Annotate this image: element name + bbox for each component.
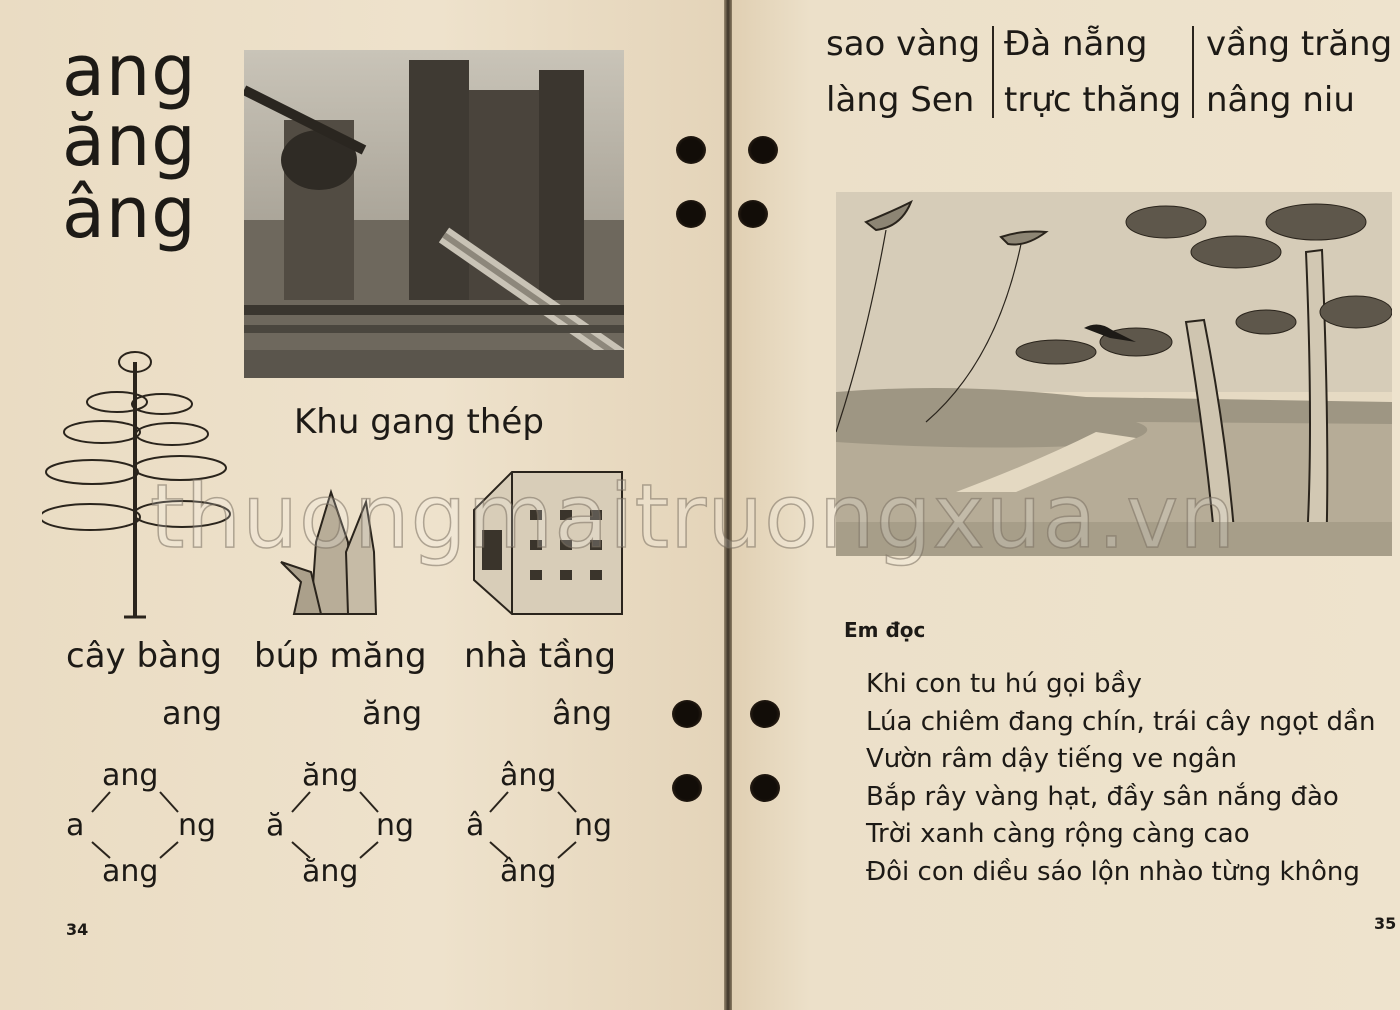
watermark: thuongmaitruongxua.vn	[150, 465, 1237, 568]
word-bup-mang: búp măng	[254, 636, 427, 676]
binding-hole-icon	[676, 136, 706, 164]
column-divider	[1192, 26, 1194, 118]
diagram-top: ăng	[302, 758, 359, 793]
rime-heading-ang-breve: ăng	[62, 100, 197, 182]
word-rime-ang-circumflex: âng	[552, 694, 613, 732]
page-number-left: 34	[66, 920, 89, 939]
photo-caption: Khu gang thép	[294, 402, 544, 442]
diagram-bottom: ăng	[302, 854, 359, 889]
poem-line: Khi con tu hú gọi bầy	[866, 669, 1142, 699]
vocab-truc-thang: trực thăng	[1004, 80, 1182, 120]
poem-block	[866, 666, 1394, 891]
diagram-final: ng	[376, 808, 415, 843]
poem-line: Đôi con diều sáo lộn nhào từng không	[866, 856, 1360, 887]
word-rime-ang: ang	[162, 694, 223, 732]
diagram-top: ang	[102, 758, 159, 793]
vocab-sao-vang: sao vàng	[826, 24, 981, 64]
vocab-da-nang: Đà nẵng	[1004, 24, 1148, 64]
vocab-vang-trang: vầng trăng	[1206, 24, 1393, 64]
binding-hole-icon	[672, 774, 702, 802]
reading-title: Em đọc	[844, 618, 926, 642]
spelling-diagram-ang-breve	[264, 758, 434, 898]
poem-line: Vườn râm dậy tiếng ve ngân	[866, 744, 1237, 774]
steel-factory-photo	[244, 50, 624, 378]
word-nha-tang: nhà tầng	[464, 636, 617, 676]
diagram-bottom: âng	[500, 854, 557, 889]
diagram-vowel: â	[466, 808, 485, 843]
binding-hole-icon	[738, 200, 768, 228]
spelling-diagram-ang	[62, 758, 232, 898]
poem-line: Lúa chiêm đang chín, trái cây ngọt dần	[866, 706, 1376, 737]
binding-hole-icon	[750, 774, 780, 802]
binding-hole-icon	[676, 200, 706, 228]
diagram-bottom: ang	[102, 854, 159, 889]
binding-hole-icon	[750, 700, 780, 728]
vocab-lang-sen: làng Sen	[826, 80, 975, 120]
word-rime-ang-breve: ăng	[362, 694, 423, 732]
poem-line: Trời xanh càng rộng càng cao	[866, 819, 1250, 849]
rime-heading-ang-circumflex: âng	[62, 172, 197, 254]
rime-heading-ang: ang	[62, 30, 197, 112]
column-divider	[992, 26, 994, 118]
page-number-right: 35	[1374, 914, 1397, 933]
spelling-diagram-ang-circumflex	[464, 758, 634, 898]
binding-hole-icon	[748, 136, 778, 164]
diagram-top: âng	[500, 758, 557, 793]
word-cay-bang: cây bàng	[66, 636, 223, 676]
diagram-vowel: a	[66, 808, 85, 843]
diagram-vowel: ă	[266, 808, 285, 843]
diagram-final: ng	[574, 808, 613, 843]
poem-line: Bắp rây vàng hạt, đầy sân nắng đào	[866, 781, 1339, 812]
binding-hole-icon	[672, 700, 702, 728]
vocab-nang-niu: nâng niu	[1206, 80, 1355, 120]
diagram-final: ng	[178, 808, 217, 843]
